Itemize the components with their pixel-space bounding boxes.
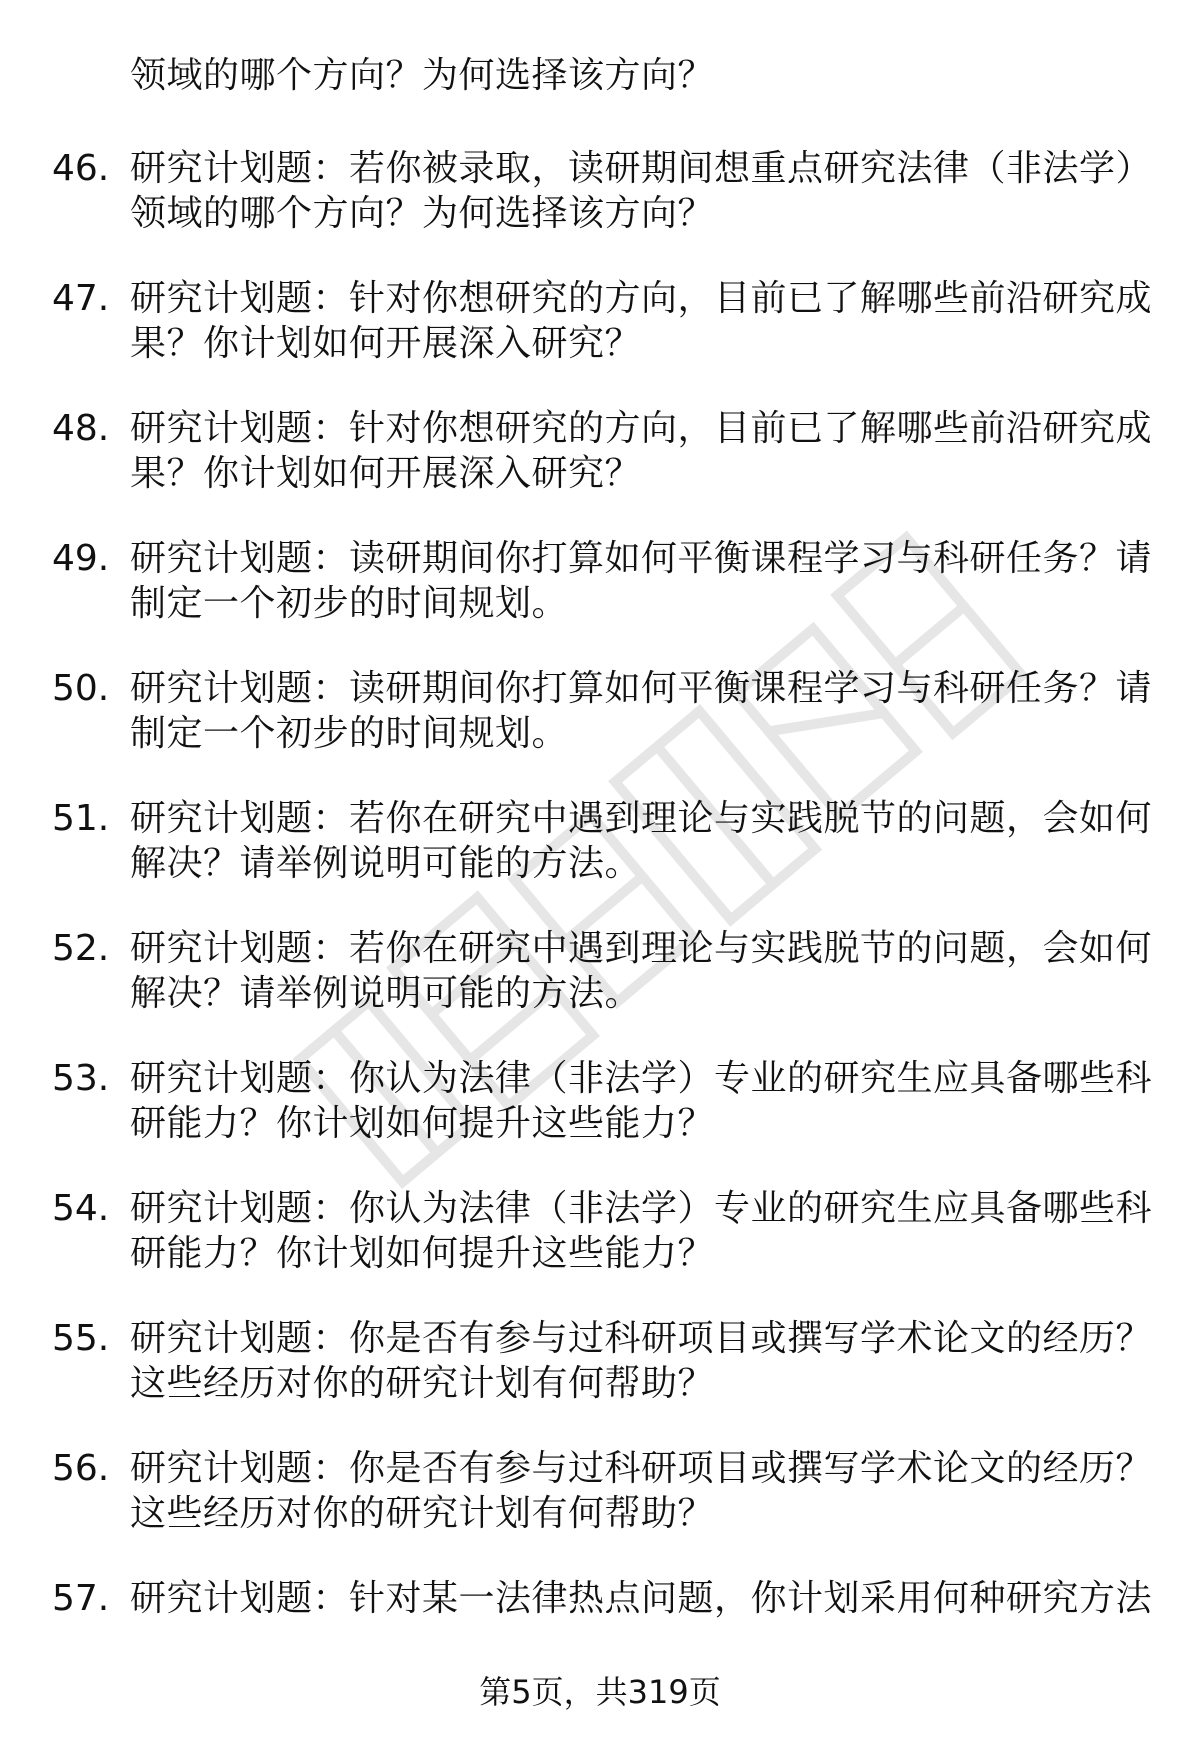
question-text-line1: 研究计划题：你是否有参与过科研项目或撰写学术论文的经历？ <box>130 1318 1153 1359</box>
continuation-line: 领域的哪个方向？为何选择该方向？ <box>130 55 715 96</box>
question-number: 55. <box>52 1318 110 1359</box>
question-number: 54. <box>52 1188 110 1229</box>
question-text-line2: 解决？请举例说明可能的方法。 <box>130 843 642 884</box>
question-number: 53. <box>52 1058 110 1099</box>
question-text-line2: 制定一个初步的时间规划。 <box>130 583 569 624</box>
question-text-line2: 制定一个初步的时间规划。 <box>130 713 569 754</box>
page-footer: 第5页，共319页 <box>479 1673 721 1711</box>
question-number: 56. <box>52 1448 110 1489</box>
question-text-line1: 研究计划题：读研期间你打算如何平衡课程学习与科研任务？请 <box>130 538 1153 579</box>
question-text-line2: 研能力？你计划如何提升这些能力？ <box>130 1103 715 1144</box>
question-text-line1: 研究计划题：针对你想研究的方向，目前已了解哪些前沿研究成 <box>130 408 1153 449</box>
question-number: 57. <box>52 1578 110 1619</box>
question-number: 52. <box>52 928 110 969</box>
question-number: 51. <box>52 798 110 839</box>
question-text-line2: 领域的哪个方向？为何选择该方向？ <box>130 193 715 234</box>
question-text-line2: 果？你计划如何开展深入研究？ <box>130 453 642 494</box>
question-text-line1: 研究计划题：你是否有参与过科研项目或撰写学术论文的经历？ <box>130 1448 1153 1489</box>
question-number: 49. <box>52 538 110 579</box>
question-text-line2: 解决？请举例说明可能的方法。 <box>130 973 642 1014</box>
question-text-line1: 研究计划题：针对你想研究的方向，目前已了解哪些前沿研究成 <box>130 278 1153 319</box>
question-text-line1: 研究计划题：读研期间你打算如何平衡课程学习与科研任务？请 <box>130 668 1153 709</box>
question-text-line1: 研究计划题：你认为法律（非法学）专业的研究生应具备哪些科 <box>130 1188 1153 1229</box>
question-text-line1: 研究计划题：你认为法律（非法学）专业的研究生应具备哪些科 <box>130 1058 1153 1099</box>
question-text-line1: 研究计划题：若你在研究中遇到理论与实践脱节的问题，会如何 <box>130 928 1153 969</box>
question-text-line1: 研究计划题：若你在研究中遇到理论与实践脱节的问题，会如何 <box>130 798 1153 839</box>
question-number: 48. <box>52 408 110 449</box>
question-text-line1: 研究计划题：若你被录取，读研期间想重点研究法律（非法学） <box>130 148 1153 189</box>
question-text-line2: 这些经历对你的研究计划有何帮助？ <box>130 1493 715 1534</box>
question-text-line2: 这些经历对你的研究计划有何帮助？ <box>130 1363 715 1404</box>
question-text-line2: 果？你计划如何开展深入研究？ <box>130 323 642 364</box>
question-number: 47. <box>52 278 110 319</box>
question-text-line1: 研究计划题：针对某一法律热点问题，你计划采用何种研究方法 <box>130 1578 1153 1619</box>
question-text-line2: 研能力？你计划如何提升这些能力？ <box>130 1233 715 1274</box>
question-number: 46. <box>52 148 110 189</box>
question-number: 50. <box>52 668 110 709</box>
